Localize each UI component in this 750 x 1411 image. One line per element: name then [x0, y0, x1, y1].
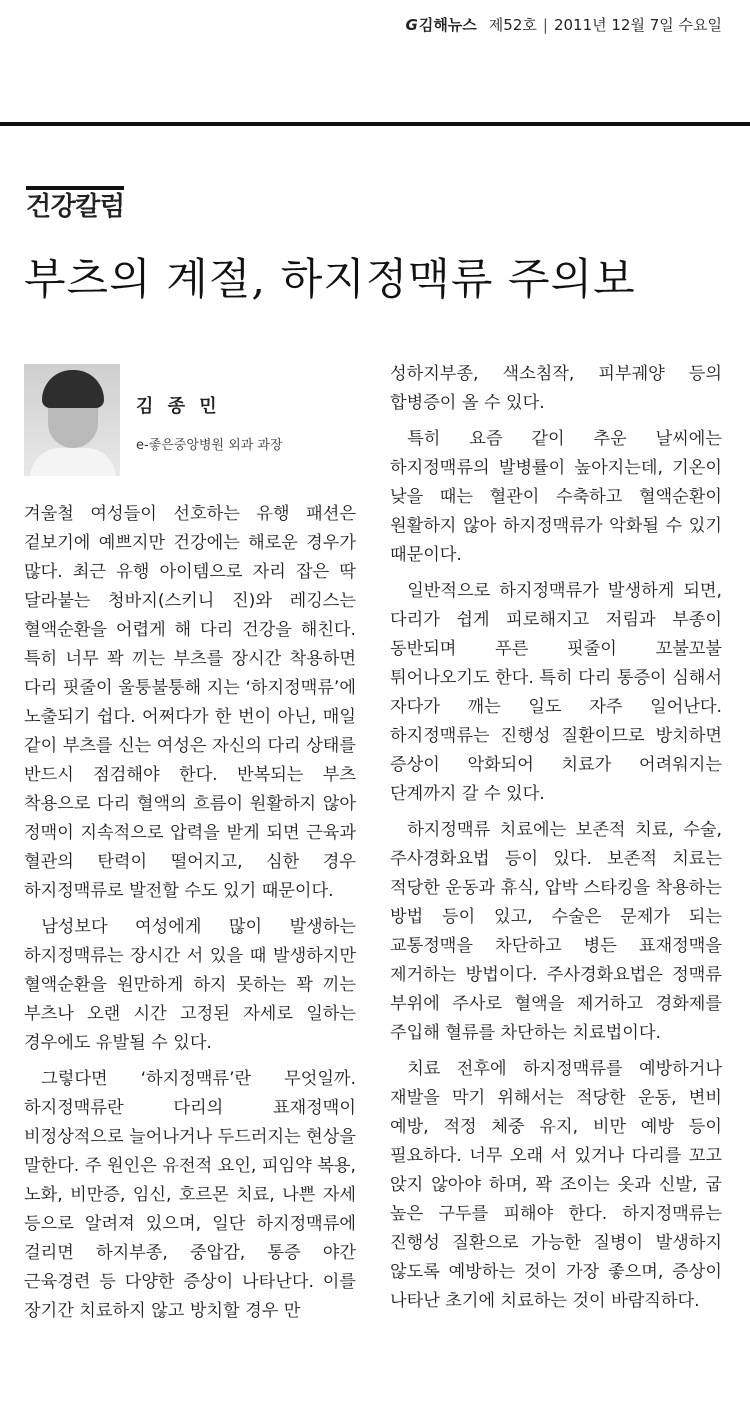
author-name: 김 종 민	[136, 396, 221, 417]
paragraph: 그렇다면 ‘하지정맥류’란 무엇일까. 하지정맥류란 다리의 표재정맥이 비정상적으로 늘어나거나 두드러지는 현상을 말한다. 주 원인은 유전적 요인, 피임약 복용, 노화, 비만증, 임신, 호르몬 치료, 나쁜 자세 등으로 알려져 있으며, 일단 하지정맥류에 걸리면 하지부종, 중압감, 통증 야간 근육경련 등 다양한 증상이 나타난다. 이를 장기간 치료하지 않고 방치할 경우 만	[24, 1069, 356, 1321]
author-box	[24, 360, 356, 500]
paragraph: 성하지부종, 색소침작, 피부궤양 등의 합병증이 올 수 있다.	[390, 364, 722, 413]
section-label: 건강칼럼	[26, 192, 125, 222]
issue-date: 2011년 12월 7일 수요일	[553, 16, 722, 34]
article-column-left	[24, 360, 356, 1333]
article-headline: 부츠의 계절, 하지정맥류 주의보	[24, 255, 636, 305]
section-bar	[26, 186, 124, 190]
logo-text: 김해뉴스	[418, 16, 477, 34]
logo-mark-icon: G	[405, 15, 418, 34]
header-separator: |	[542, 15, 548, 34]
header-divider	[0, 122, 750, 126]
paragraph: 치료 전후에 하지정맥류를 예방하거나 재발을 막기 위해서는 적당한 운동, 변비 예방, 적정 체중 유지, 비만 예방 등이 필요하다. 너무 오래 서 있거나 다리를 꼬고 앉지 않아야 하며, 꽉 조이는 옷과 신발, 굽 높은 구두를 피해야 한다. 하지정맥류는 진행성 질환으로 가능한 질병이 발생하지 않도록 예방하는 것이 가장 좋으며, 증상이 나타난 초기에 치료하는 것이 바람직하다.	[390, 1059, 722, 1311]
newspaper-header	[406, 14, 722, 35]
paragraph: 겨울철 여성들이 선호하는 유행 패션은 겉보기에 예쁘지만 건강에는 해로운 경우가 많다. 최근 유행 아이템으로 자리 잡은 딱 달라붙는 청바지(스키니 진)와 레깅스는 혈액순환을 어렵게 해 다리 건강을 해친다. 특히 너무 꽉 끼는 부츠를 장시간 착용하면 다리 핏줄이 울퉁불퉁해 지는 ‘하지정맥류’에 노출되기 쉽다. 어쩌다가 한 번이 아닌, 매일 같이 부츠를 신는 여성은 자신의 다리 상태를 반드시 점검해야 한다. 반복되는 부츠 착용으로 다리 혈액의 흐름이 원활하지 않아 정맥이 지속적으로 압력을 받게 되면 근육과 혈관의 탄력이 떨어지고, 심한 경우 하지정맥류로 발전할 수도 있기 때문이다.	[24, 504, 356, 901]
paragraph: 일반적으로 하지정맥류가 발생하게 되면, 다리가 쉽게 피로해지고 저림과 부종이 동반되며 푸른 핏줄이 꼬불꼬불 튀어나오기도 한다. 특히 다리 통증이 심해서 자다가 깨는 일도 자주 일어난다. 하지정맥류는 진행성 질환이므로 방치하면 증상이 악화되어 치료가 어려워지는 단계까지 갈 수 있다.	[390, 581, 722, 804]
newspaper-logo	[406, 14, 477, 35]
paragraph: 남성보다 여성에게 많이 발생하는 하지정맥류는 장시간 서 있을 때 발생하지만 혈액순환을 원만하게 하지 못하는 꽉 끼는 부츠나 오랜 시간 고정된 자세로 일하는 경우에도 유발될 수 있다.	[24, 917, 356, 1053]
author-title: e-좋은중앙병원 외과 과장	[136, 438, 283, 453]
author-photo	[24, 364, 120, 476]
paragraph: 특히 요즘 같이 추운 날씨에는 하지정맥류의 발병률이 높아지는데, 기온이 낮을 때는 혈관이 수축하고 혈액순환이 원활하지 않아 하지정맥류가 악화될 수 있기 때문이다.	[390, 429, 722, 565]
paragraph: 하지정맥류 치료에는 보존적 치료, 수술, 주사경화요법 등이 있다. 보존적 치료는 적당한 운동과 휴식, 압박 스타킹을 착용하는 방법 등이 있고, 수술은 문제가 되는 교통정맥을 차단하고 병든 표재정맥을 제거하는 방법이다. 주사경화요법은 정맥류 부위에 주사로 혈액을 제거하고 경화제를 주입해 혈류를 차단하는 치료법이다.	[390, 820, 722, 1043]
article-column-right	[390, 360, 722, 1323]
issue-number: 제52호	[488, 16, 537, 34]
